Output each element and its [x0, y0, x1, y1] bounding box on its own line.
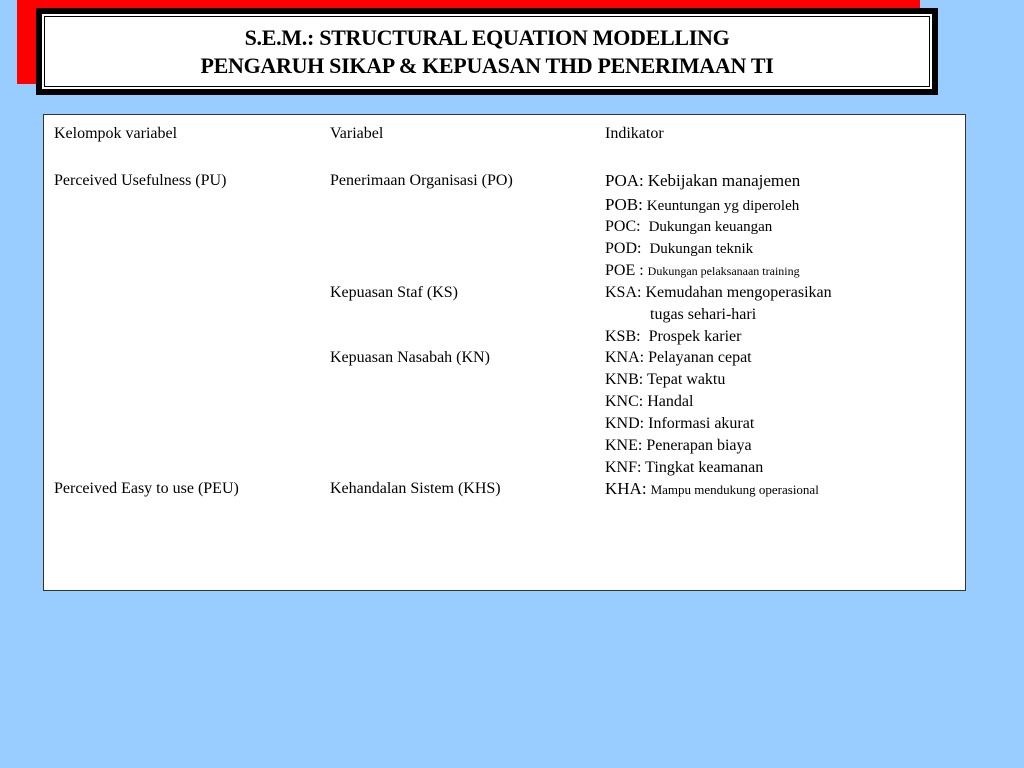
variable-po: Penerimaan Organisasi (PO) [330, 172, 513, 189]
indicator-text: Penerapan biaya [646, 437, 752, 454]
indicator-code: POB: [605, 195, 643, 214]
group-pu: Perceived Usefulness (PU) [54, 172, 227, 189]
indicator-ksa [605, 283, 832, 302]
indicator-code: KNC: [605, 393, 644, 410]
header-indicator: Indikator [605, 125, 664, 142]
indicator-code: KSA: [605, 284, 642, 301]
indicator-text: Kebijakan manajemen [647, 171, 801, 190]
indicator-text: Handal [647, 393, 694, 410]
header-variable: Variabel [330, 125, 384, 142]
indicator-poa [605, 171, 800, 191]
indicator-poc [605, 217, 772, 237]
indicator-text: Dukungan teknik [649, 241, 754, 257]
variable-table [43, 114, 966, 591]
indicator-text: Prospek karier [648, 328, 742, 345]
indicator-code: KNA: [605, 349, 645, 366]
indicator-pod [605, 239, 753, 259]
indicator-kna [605, 348, 752, 367]
indicator-poe [605, 261, 800, 281]
indicator-ksb [605, 327, 741, 346]
indicator-text: Keuntungan yg diperoleh [646, 198, 800, 214]
variable-khs: Kehandalan Sistem (KHS) [330, 480, 501, 497]
indicator-ksa-continued [650, 305, 756, 324]
indicator-kha [605, 479, 819, 499]
slide-title-line-1: S.E.M.: STRUCTURAL EQUATION MODELLING [244, 24, 730, 50]
indicator-code: KND: [605, 415, 645, 432]
indicator-code: POA: [605, 171, 644, 190]
indicator-pob [605, 195, 799, 216]
indicator-code: KNF: [605, 459, 642, 476]
indicator-text: Informasi akurat [648, 415, 755, 432]
indicator-code: KHA: [605, 479, 647, 498]
header-group: Kelompok variabel [54, 125, 178, 142]
indicator-text: Mampu mendukung operasional [650, 482, 819, 497]
indicator-knb [605, 370, 725, 389]
indicator-text: tugas sehari-hari [650, 306, 757, 323]
group-peu: Perceived Easy to use (PEU) [54, 480, 239, 497]
indicator-code: POE : [605, 262, 644, 279]
indicator-code: KNE: [605, 437, 643, 454]
indicator-knd [605, 414, 754, 433]
indicator-text: Kemudahan mengoperasikan [645, 284, 832, 301]
variable-ks: Kepuasan Staf (KS) [330, 284, 458, 301]
indicator-code: KSB: [605, 328, 641, 345]
indicator-kne [605, 436, 752, 455]
slide-title-line-2: PENGARUH SIKAP & KEPUASAN THD PENERIMAAN TI [200, 52, 774, 78]
indicator-text: Pelayanan cepat [648, 349, 752, 366]
title-box [36, 8, 938, 95]
indicator-text: Dukungan keuangan [648, 219, 773, 235]
indicator-code: POC: [605, 218, 641, 235]
indicator-code: KNB: [605, 371, 644, 388]
indicator-knf [605, 458, 763, 477]
indicator-text: Tepat waktu [646, 371, 726, 388]
variable-kn: Kepuasan Nasabah (KN) [330, 349, 490, 366]
indicator-text: Tingkat keamanan [645, 459, 764, 476]
indicator-code: POD: [605, 240, 642, 257]
indicator-knc [605, 392, 693, 411]
indicator-text: Dukungan pelaksanaan training [647, 264, 800, 278]
